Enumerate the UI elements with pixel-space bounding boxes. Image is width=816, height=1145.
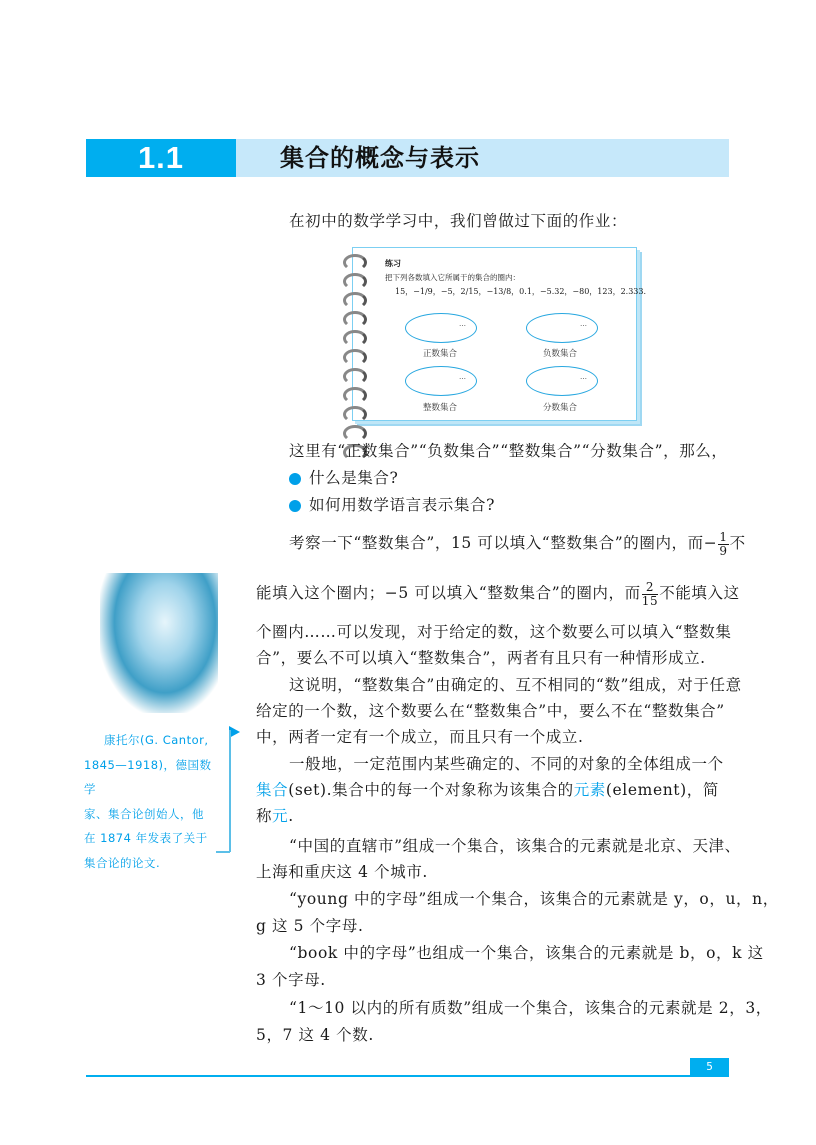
term-set: 集合 [256,781,289,799]
exercise-figure [352,247,647,421]
bullet-icon [289,500,301,512]
paragraph-line: 5，7 这 4 个数. [256,1026,374,1044]
paragraph-line: 上海和重庆这 4 个城市. [256,863,428,881]
page-number: 5 [690,1058,729,1076]
section-number: 1.1 [86,139,236,177]
set-ellipse-positive: … [405,313,477,343]
paragraph-line: “中国的直辖市”组成一个集合，该集合的元素就是北京、天津、 [289,837,741,855]
paragraph-line: 给定的一个数，这个数要么在“整数集合”中，要么不在“整数集合” [256,702,725,720]
spiral-binding-icon [343,254,365,463]
term-element-short: 元 [272,807,289,825]
footer-rule [86,1075,729,1077]
caption-divider [229,730,231,852]
paragraph-line: 合”，要么不可以填入“整数集合”，两者有且只有一种情形成立. [256,649,706,667]
paragraph-line: 个圈内……可以发现，对于给定的数，这个数要么可以填入“整数集 [256,623,732,641]
set-label-integer: 整数集合 [423,403,458,413]
paragraph-line: 考察一下“整数集合”，15 可以填入“整数集合”的圈内，而− $\frac{1}{9}$ 不 [289,529,746,558]
question-item: 如何用数学语言表示集合? [289,490,495,520]
paragraph-line: “1～10 以内的所有质数”组成一个集合，该集合的元素就是 2，3， [289,999,772,1017]
set-ellipse-fraction: … [526,366,598,396]
fraction: $\frac{2}{15}$ [641,579,659,608]
section-title: 集合的概念与表示 [280,143,480,172]
term-element: 元素 [573,781,606,799]
paragraph-line: 称元. [256,807,294,825]
paragraph-line: “book 中的字母”也组成一个集合，该集合的元素就是 b，o，k 这 [289,944,764,962]
caption-divider-foot [216,851,230,853]
fraction: $\frac{1}{9}$ [719,529,728,558]
set-label-fraction: 分数集合 [543,403,578,413]
exercise-title: 练习 [385,258,401,268]
set-ellipse-integer: … [405,366,477,396]
question-item: 什么是集合? [289,463,398,493]
bullet-icon [289,473,301,485]
paragraph-sets-list: 这里有“正数集合”“负数集合”“整数集合”“分数集合”，那么， [289,442,728,460]
caption-pointer-icon [229,726,240,738]
paragraph-line: 能填入这个圈内；−5 可以填入“整数集合”的圈内，而 $\frac{2}{15}$ 不能填入这 [256,579,740,608]
set-label-negative: 负数集合 [543,349,578,359]
exercise-instruction: 把下列各数填入它所属于的集合的圈内： [385,273,520,282]
exercise-numbers: 15，−1/9，−5，2/15，−13/8，0.1，−5.32，−80，123，2.333. [395,287,647,296]
paragraph-line: 这说明，“整数集合”由确定的、互不相同的“数”组成，对于任意 [289,676,742,694]
paragraph-line: g 这 5 个字母. [256,917,364,935]
set-label-positive: 正数集合 [423,349,458,359]
portrait-caption: 康托尔(G. Cantor, 1845—1918)，德国数学 家、集合论创始人，他 在 1874 年发表了关于 集合论的论文. [84,733,212,870]
paragraph-line: 中，两者一定有一个成立，而且只有一个成立. [256,728,584,746]
intro-paragraph: 在初中的数学学习中，我们曾做过下面的作业： [289,212,628,230]
cantor-portrait [100,573,218,713]
paragraph-line: “young 中的字母”组成一个集合，该集合的元素就是 y，o，u，n， [289,890,779,908]
paragraph-line: 一般地，一定范围内某些确定的、不同的对象的全体组成一个 [289,755,724,773]
paragraph-line: 3 个字母. [256,971,326,989]
paragraph-line: 集合(set).集合中的每一个对象称为该集合的元素(element)，简 [256,781,719,799]
set-ellipse-negative: … [526,313,598,343]
